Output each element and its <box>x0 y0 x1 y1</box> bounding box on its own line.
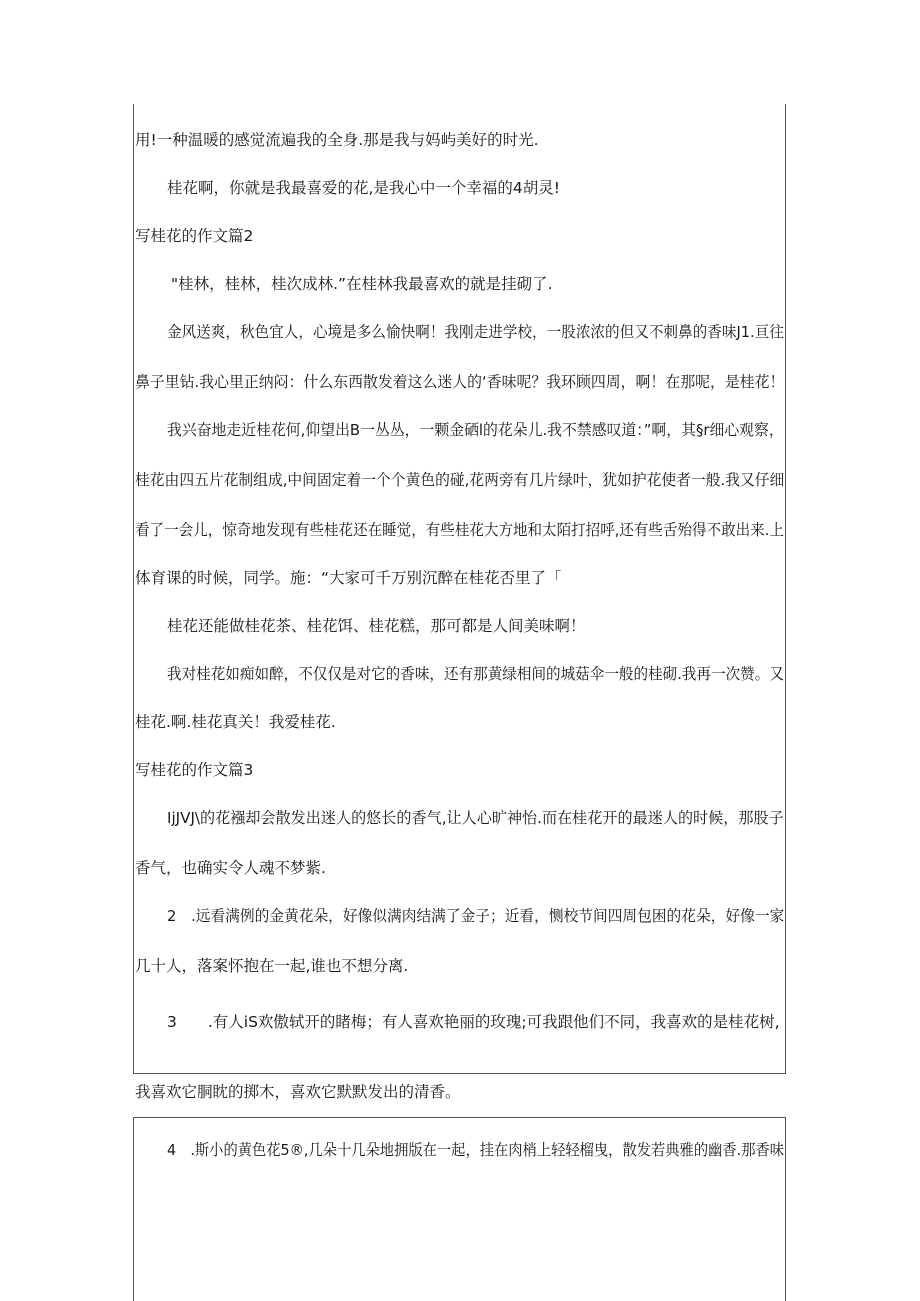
text-line: 鼻子里钻.我心里正纳闷：什么东西散发着这么迷人的‘香味呢？我环顾四周，啊！在那呢，是桂花！ <box>135 373 785 391</box>
text-line: 桂花还能做桂花茶、桂花饵、桂花糕，那可都是人间美味啊！ <box>167 617 586 635</box>
text-line: 体育课的时候，同学。施：“大家可千万别沉醉在桂花否里了「 <box>135 569 562 587</box>
text-line: 桂花由四五片花制组成,中间固定着一个个黄色的碰,花两旁有几片绿叶，犹如护花使者一般.我又仔细 <box>135 471 785 489</box>
section-heading: 写桂花的作文篇2 <box>135 227 254 245</box>
text-line: 香气，也确实令人魂不梦紫. <box>135 859 326 877</box>
text-line: IjJVJ\的花襁却会散发出迷人的悠长的香气,让人心旷神怡.而在桂花开的最迷人的时候，那股子 <box>167 809 784 827</box>
text-line: 我对桂花如痴如醉，不仅仅是对它的香味，还有那黄绿相间的城菇伞一般的桂砌.我再一次赞。又 <box>167 665 784 683</box>
page-frame-top <box>133 104 786 1074</box>
text-line: 4 .斯小的黄色花5®,几朵十几朵地拥版在一起，挂在肉梢上轻轻榴曳，散发若典雅的幽香.那香味 <box>167 1141 785 1159</box>
text-line: 桂花啊，你就是我最喜爱的花,是我心中一个幸福的4胡灵! <box>167 179 561 197</box>
text-line: 我兴奋地走近桂花何,仰望出B一丛丛，一颗金硒l的花朵儿.我不禁感叹道：”啊，其§r细心观察， <box>167 421 784 439</box>
text-line: 2 .远看满例的金黄花朵，好像似满肉结满了金子；近看，恻校节间四周包困的花朵，好像一家 <box>167 907 785 925</box>
text-line: 看了一会儿，惊奇地发现有些桂花还在睡觉，有些桂花大方地和太陌打招呼,还有些舌殆得不敢出来.上 <box>135 521 784 539</box>
text-line: 桂花.啊.桂花真关！我爱桂花. <box>135 713 336 731</box>
text-line: "桂林，桂林，桂次成林.”在桂林我最喜欢的就是挂砌了. <box>171 275 553 293</box>
text-line: 我喜欢它胴眈的掷木，喜欢它默默发出的清香。 <box>135 1083 461 1101</box>
text-line: 用!一种温暖的感觉流遍我的全身.那是我与妈屿美好的时光. <box>135 131 539 149</box>
text-line: 3 .有人iS欢傲轼开的睹梅；有人喜欢艳丽的玫瑰;可我跟他们不同，我喜欢的是桂花树, <box>167 1013 780 1031</box>
section-heading: 写桂花的作文篇3 <box>135 761 254 779</box>
text-line: 几十人，落案怀抱在一起,谁也不想分离. <box>135 957 409 975</box>
text-line: 金风送爽，秋色宜人，心境是多么愉快啊！我刚走进学校，一股浓浓的但又不刺鼻的香味J1.亘往 <box>167 323 784 341</box>
